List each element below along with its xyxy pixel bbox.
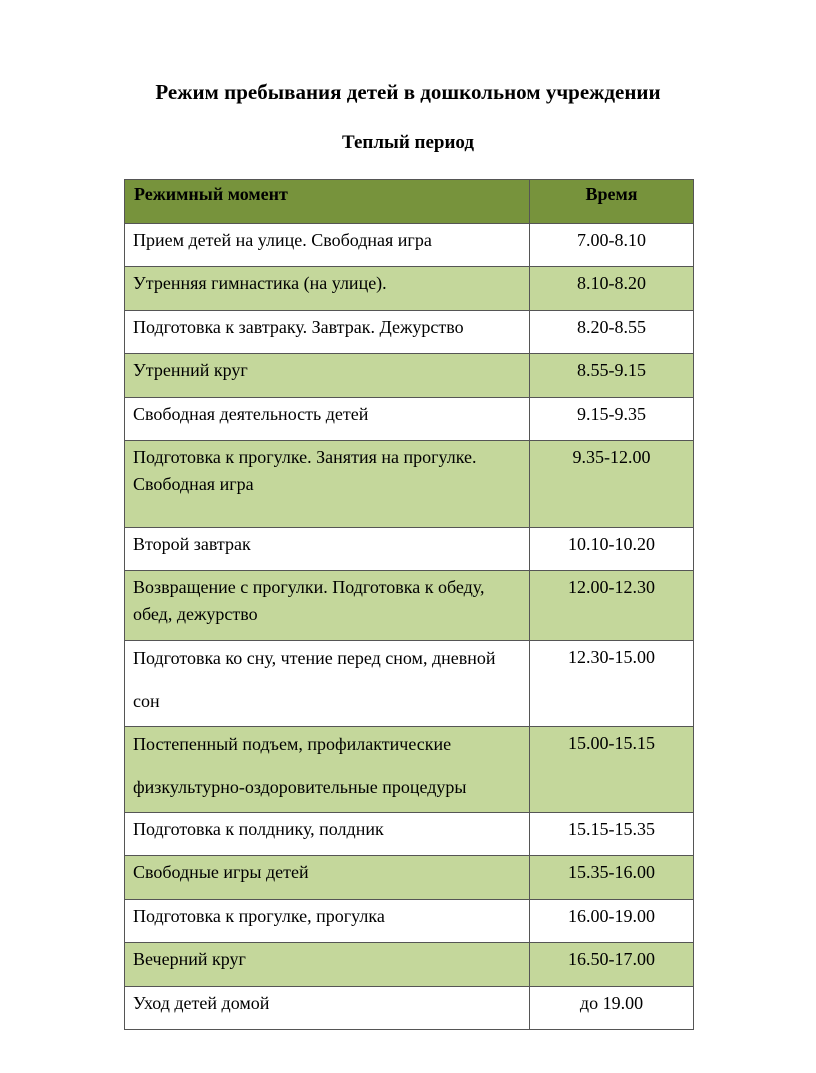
activity-cell: Второй завтрак [125,528,530,571]
time-cell: 16.00-19.00 [530,900,694,943]
time-cell: 15.35-16.00 [530,856,694,900]
table-row [125,987,694,1030]
time-cell: 8.10-8.20 [530,267,694,311]
activity-cell: Свободные игры детей [125,856,530,900]
time-cell: 8.20-8.55 [530,311,694,354]
table-row [125,267,694,311]
activity-cell: Прием детей на улице. Свободная игра [125,224,530,267]
table-row [125,528,694,571]
time-cell: 12.00-12.30 [530,571,694,641]
table-row [125,224,694,267]
table-row [125,900,694,943]
activity-cell: Постепенный подъем, профилактические физкультурно-оздоровительные процедуры [125,727,530,813]
time-cell: 16.50-17.00 [530,943,694,987]
header-time: Время [530,180,694,224]
time-cell: 9.35-12.00 [530,441,694,528]
activity-cell: Подготовка ко сну, чтение перед сном, дневной сон [125,641,530,727]
table-header-row [125,180,694,224]
time-cell: до 19.00 [530,987,694,1030]
schedule-table [124,179,694,1030]
table-row [125,641,694,727]
activity-cell: Утренняя гимнастика (на улице). [125,267,530,311]
document-title: Режим пребывания детей в дошкольном учреждении [155,80,661,104]
table-row [125,813,694,856]
activity-cell: Свободная деятельность детей [125,398,530,441]
time-cell: 9.15-9.35 [530,398,694,441]
table-row [125,571,694,641]
table-row [125,398,694,441]
activity-cell: Подготовка к полднику, полдник [125,813,530,856]
time-cell: 10.10-10.20 [530,528,694,571]
activity-cell: Уход детей домой [125,987,530,1030]
time-cell: 15.00-15.15 [530,727,694,813]
activity-cell: Подготовка к прогулке. Занятия на прогулке. Свободная игра [125,441,530,528]
table-row [125,943,694,987]
table-row [125,354,694,398]
activity-cell: Вечерний круг [125,943,530,987]
time-cell: 12.30-15.00 [530,641,694,727]
table-row [125,727,694,813]
activity-cell: Возвращение с прогулки. Подготовка к обеду, обед, дежурство [125,571,530,641]
time-cell: 15.15-15.35 [530,813,694,856]
activity-cell: Подготовка к завтраку. Завтрак. Дежурство [125,311,530,354]
header-activity: Режимный момент [125,180,530,224]
activity-cell: Подготовка к прогулке, прогулка [125,900,530,943]
activity-cell: Утренний круг [125,354,530,398]
table-row [125,311,694,354]
time-cell: 7.00-8.10 [530,224,694,267]
document-subtitle: Теплый период [342,132,474,153]
table-row [125,856,694,900]
table-row [125,441,694,528]
time-cell: 8.55-9.15 [530,354,694,398]
